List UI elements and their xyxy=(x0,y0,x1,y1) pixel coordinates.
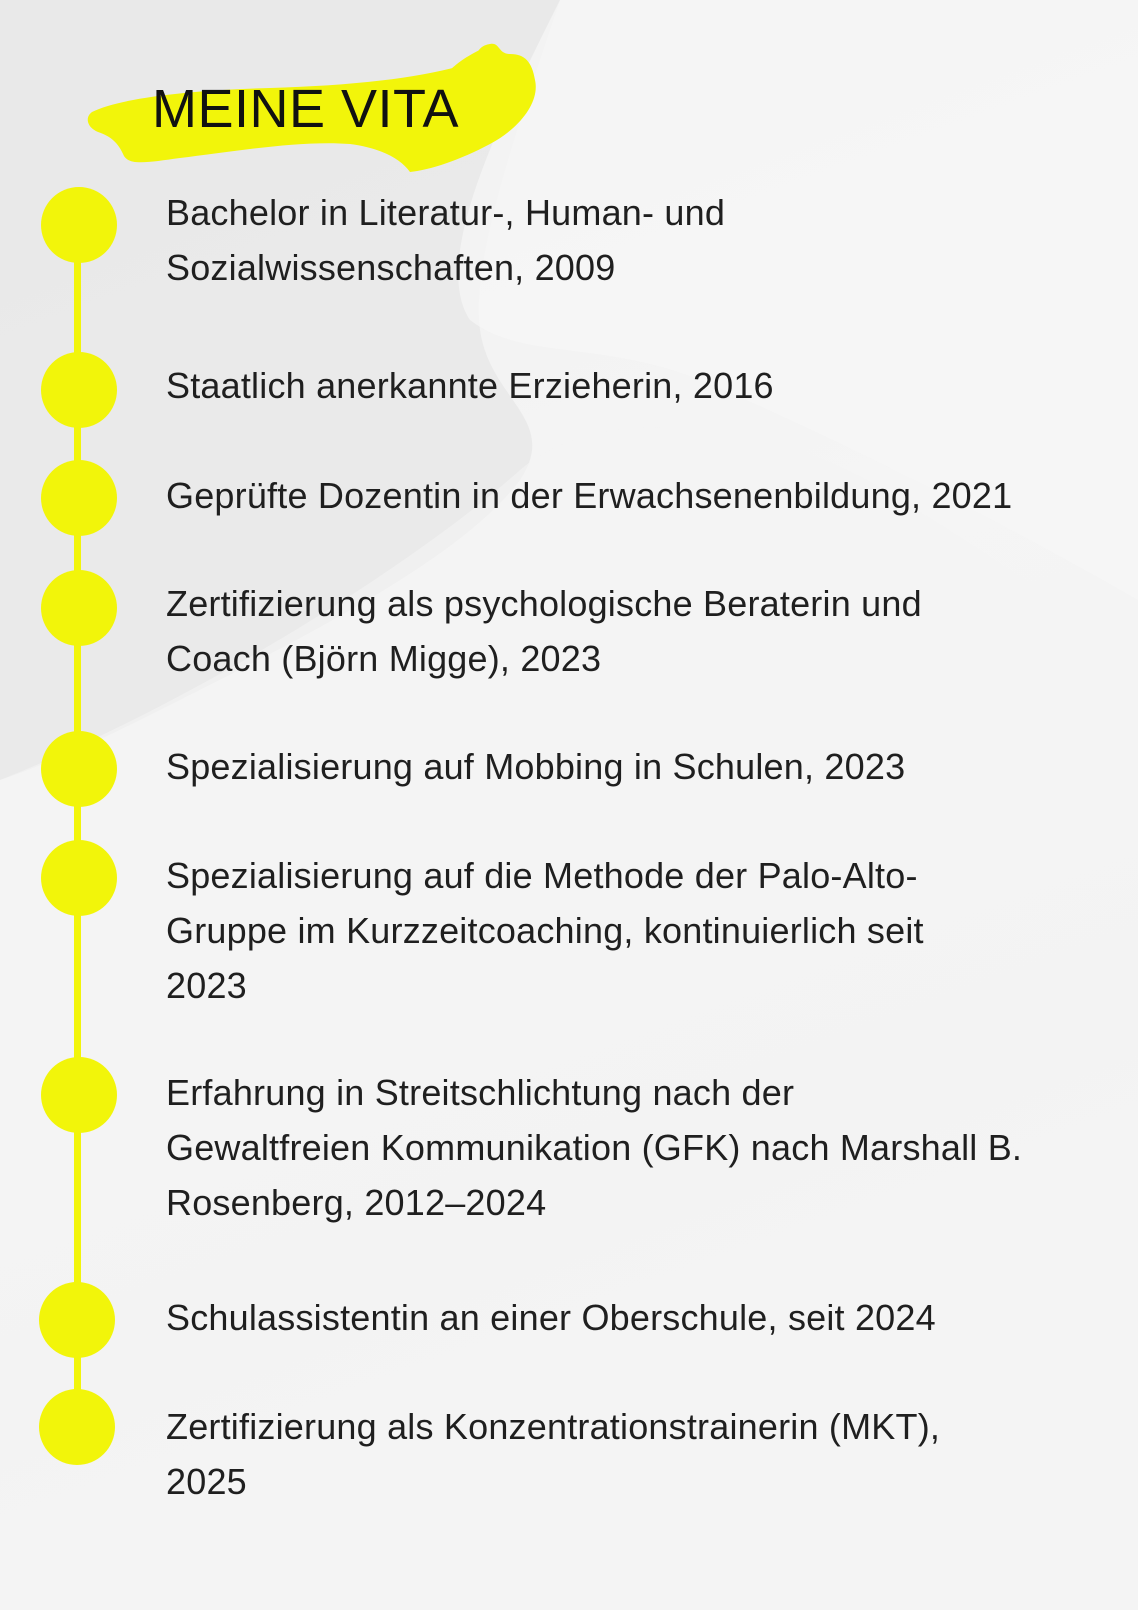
entry-line: Spezialisierung auf Mobbing in Schulen, 2023 xyxy=(166,746,906,787)
timeline-dot xyxy=(41,840,117,916)
entry-line: Coach (Björn Migge), 2023 xyxy=(166,638,602,679)
title-block xyxy=(80,40,550,190)
timeline-entry-text xyxy=(166,576,922,686)
entry-line: Spezialisierung auf die Methode der Palo-Alto- xyxy=(166,855,918,896)
entry-line: Gruppe im Kurzzeitcoaching, kontinuierlich seit xyxy=(166,910,924,951)
timeline-entry-text xyxy=(166,739,905,794)
page-title: MEINE VITA xyxy=(152,79,460,139)
timeline-dot xyxy=(41,352,117,428)
entry-line: Zertifizierung als Konzentrationstrainerin (MKT), xyxy=(166,1406,941,1447)
timeline-entry-text xyxy=(166,185,725,295)
entry-line: 2023 xyxy=(166,965,247,1006)
entry-line: Bachelor in Literatur-, Human- und xyxy=(166,192,726,233)
timeline-dot xyxy=(41,187,117,263)
timeline-dot xyxy=(39,1282,115,1358)
entry-line: Erfahrung in Streitschlichtung nach der xyxy=(166,1072,795,1113)
entry-line: Gewaltfreien Kommunikation (GFK) nach Marshall B. xyxy=(166,1127,1023,1168)
timeline-entry-text xyxy=(166,1065,1022,1230)
entry-line: Rosenberg, 2012–2024 xyxy=(166,1182,547,1223)
entry-line: Schulassistentin an einer Oberschule, seit 2024 xyxy=(166,1297,936,1338)
entry-line: Geprüfte Dozentin in der Erwachsenenbildung, 2021 xyxy=(166,475,1013,516)
entry-line: Staatlich anerkannte Erzieherin, 2016 xyxy=(166,365,774,406)
timeline-dot xyxy=(41,1057,117,1133)
entry-line: 2025 xyxy=(166,1461,247,1502)
timeline-entry-text xyxy=(166,468,1012,523)
timeline-dot xyxy=(39,1389,115,1465)
timeline-entry-text xyxy=(166,358,774,413)
entry-line: Sozialwissenschaften, 2009 xyxy=(166,247,616,288)
timeline-dot xyxy=(41,570,117,646)
timeline-dot xyxy=(41,731,117,807)
timeline-entry-text xyxy=(166,1290,936,1345)
entry-line: Zertifizierung als psychologische Beraterin und xyxy=(166,583,922,624)
timeline-dot xyxy=(41,460,117,536)
timeline-entry-text xyxy=(166,848,924,1013)
timeline-entry-text xyxy=(166,1399,940,1509)
